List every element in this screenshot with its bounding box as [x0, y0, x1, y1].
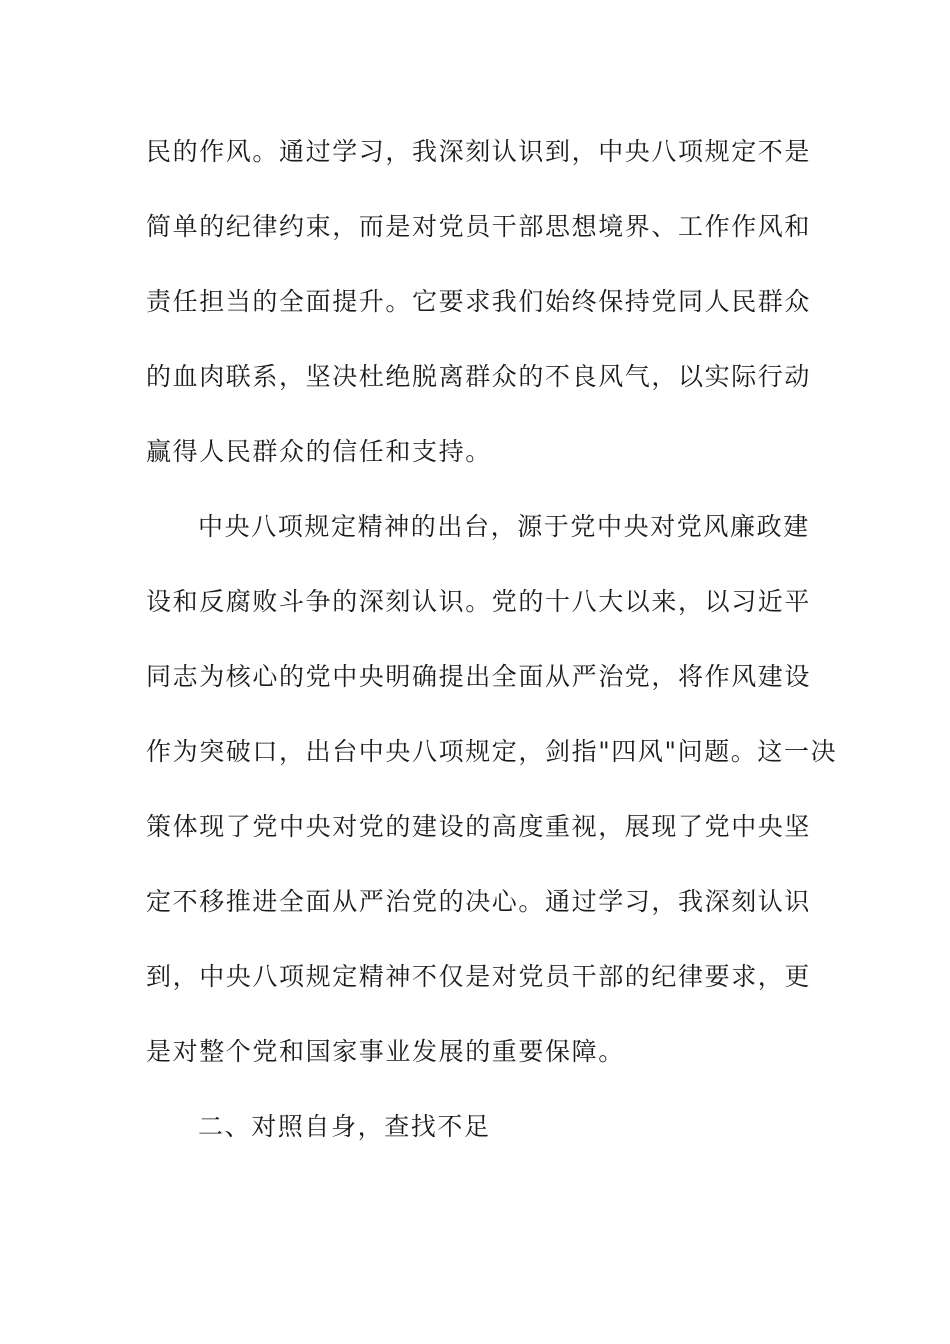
paragraph-1-line-3: 责任担当的全面提升。它要求我们始终保持党同人民群众 — [146, 287, 812, 316]
paragraph-1-line-4: 的血肉联系，坚决杜绝脱离群众的不良风气，以实际行动 — [146, 362, 812, 391]
paragraph-1-line-2: 简单的纪律约束，而是对党员干部思想境界、工作作风和 — [146, 212, 812, 241]
paragraph-2-line-1: 中央八项规定精神的出台，源于党中央对党风廉政建 — [198, 512, 810, 541]
paragraph-2-line-6: 定不移推进全面从严治党的决心。通过学习，我深刻认识 — [146, 887, 812, 916]
paragraph-2-line-8: 是对整个党和国家事业发展的重要保障。 — [146, 1037, 625, 1066]
section-heading: 二、对照自身，查找不足 — [198, 1112, 491, 1141]
paragraph-2-line-4: 作为突破口，出台中央八项规定，剑指"四风"问题。这一决 — [146, 737, 838, 766]
paragraph-2-line-2: 设和反腐败斗争的深刻认识。党的十八大以来，以习近平 — [146, 587, 812, 616]
paragraph-1-line-1: 民的作风。通过学习，我深刻认识到，中央八项规定不是 — [146, 137, 812, 166]
paragraph-1-line-5: 赢得人民群众的信任和支持。 — [146, 437, 492, 466]
paragraph-2-line-7: 到，中央八项规定精神不仅是对党员干部的纪律要求，更 — [146, 962, 812, 991]
paragraph-2-line-5: 策体现了党中央对党的建设的高度重视，展现了党中央坚 — [146, 812, 812, 841]
paragraph-2-line-3: 同志为核心的党中央明确提出全面从严治党，将作风建设 — [146, 662, 812, 691]
